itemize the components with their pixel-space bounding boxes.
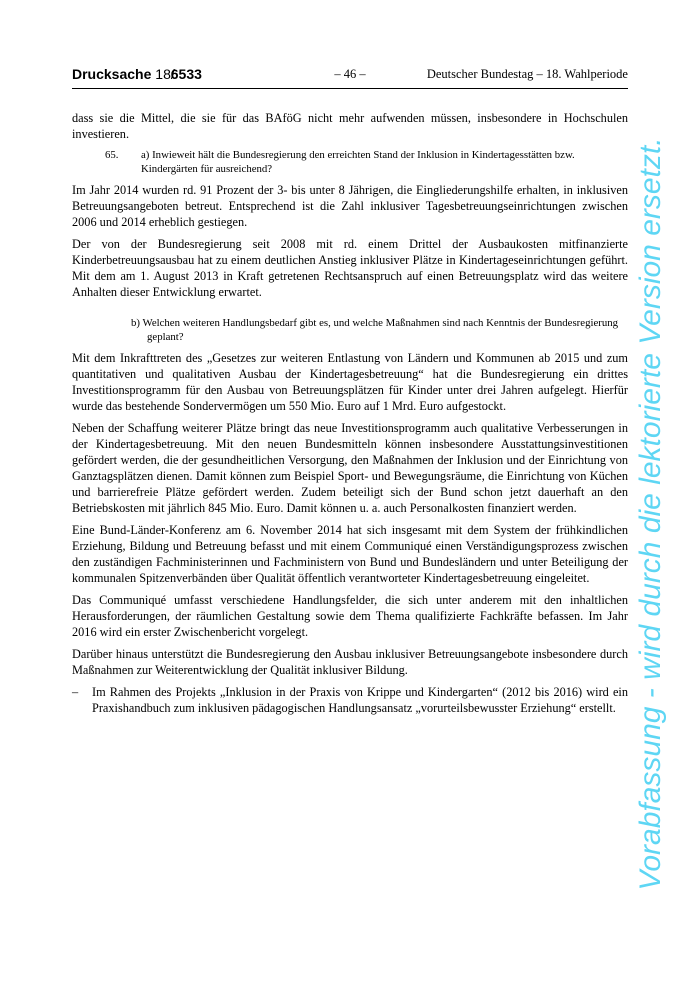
paragraph: Darüber hinaus unterstützt die Bundesregierung den Ausbau inklusiver Betreuungsangebote insbesondere durch Maßnahmen zur Weiterentwicklung der Qualität inklusiver Bildung. [72, 647, 628, 677]
question-65a [72, 148, 628, 176]
page-header [72, 66, 628, 89]
bullet-text: Im Rahmen des Projekts „Inklusion in der Praxis von Krippe und Kindergarten“ (2012 bis 2016) wird ein Praxishandbuch zum inklusiven pädagogischen Handlungsansatz „vorurteilsbewusster Erziehung“ erstellt. [92, 685, 628, 715]
dash-marker: – [72, 685, 79, 699]
doc-number-prefix: 18/ [155, 66, 175, 82]
paragraph: Das Communiqué umfasst verschiedene Handlungsfelder, die sich unter anderem mit den inhaltlichen Herausforderungen, der räumlichen Gestaltung sowie dem Thema qualifizierte Fachkräfte befassen. Im Jahr 2016 wird ein erster Zwischenbericht vorgelegt. [72, 593, 628, 639]
bullet-item [72, 684, 628, 716]
preliminary-version-watermark: Vorabfassung - wird durch die lektorierte Version ersetzt. [634, 137, 667, 891]
paragraph: dass sie die Mittel, die sie für das BAföG nicht mehr aufwenden müssen, insbesondere in Hochschulen investieren. [72, 111, 628, 141]
paragraph: Eine Bund-Länder-Konferenz am 6. November 2014 hat sich insgesamt mit dem System der frühkindlichen Erziehung, Bildung und Betreuung befasst und mit einem Communiqué einen Verständigungsprozess zwischen den zuständigen Fachministerinnen und Fachministern von Bund und Bundesländern und unter Beteiligung der kommunalen Spitzenverbänden über Qualität öffentlich verantworteter Kindertagesbetreuung eingeleitet. [72, 523, 628, 585]
paragraph: Im Jahr 2014 wurden rd. 91 Prozent der 3- bis unter 8 Jährigen, die Eingliederungshilfe erhalten, in inklusiven Betreuungsangeboten betreut. Entsprechend ist die Zahl inklusiver Tagesbetreuungseinrichtungen zwischen 2006 und 2014 erheblich gestiegen. [72, 183, 628, 229]
document-body [72, 110, 628, 722]
paragraph: Neben der Schaffung weiterer Plätze bringt das neue Investitionsprogramm auch qualitative Verbesserungen in der Kindertagesbetreuung. Mit den neuen Bundesmitteln können insbesondere Ausstattungsinvestitionen gefördert werden, die der gesundheitlichen Versorgung, den Maßnahmen der Inklusion und der Einrichtung von Ganztagsplätzen dienen. Damit können zum Beispiel Sport- und Bewegungsräume, die Einrichtung von Küchen und barrierefreie Plätze gefördert werden. Zudem beteiligt sich der Bund schon jetzt dauerhaft an den Betriebskosten mit jährlich 845 Mio. Euro. Damit können u. a. auch Personalkosten finanziert werden. [72, 421, 628, 515]
page-number: – 46 – [334, 67, 366, 81]
question-text: a) Inwieweit hält die Bundesregierung den erreichten Stand der Inklusion in Kindertagesstätten bzw. Kindergärten für ausreichend? [141, 149, 575, 175]
parliament-period: Deutscher Bundestag – 18. Wahlperiode [426, 67, 628, 81]
doc-label: Drucksache [72, 66, 152, 82]
paragraph: Mit dem Inkrafttreten des „Gesetzes zur weiteren Entlastung von Ländern und Kommunen ab 2015 und zum quantitativen und qualitativen Ausbau der Kindertagesbetreuung“ hat die Bundesregierung ein drittes Investitionsprogramm für den Ausbau von Betreuungsplätzen für Kinder unter drei Jahren aufgelegt. Hierfür wurde das bestehende Sondervermögen um 550 Mio. Euro auf 1 Mrd. Euro aufgestockt. [72, 351, 628, 413]
question-number: 65. [105, 149, 119, 161]
doc-number-suffix: 6533 [170, 66, 202, 82]
question-65b: b) Welchen weiteren Handlungsbedarf gibt es, und welche Maßnahmen sind nach Kenntnis der Bundesregierung geplant? [131, 317, 619, 343]
paragraph: Der von der Bundesregierung seit 2008 mit rd. einem Drittel der Ausbaukosten mitfinanzierte Kinderbetreuungsausbau hat zu einem deutlichen Anstieg inklusiver Plätze in Kindertageseinrichtungen geführt. Mit dem am 1. August 2013 in Kraft getretenen Rechtsanspruch auf einen Betreuungsplatz wird das weitere Anhalten dieser Entwicklung erwartet. [72, 237, 628, 299]
